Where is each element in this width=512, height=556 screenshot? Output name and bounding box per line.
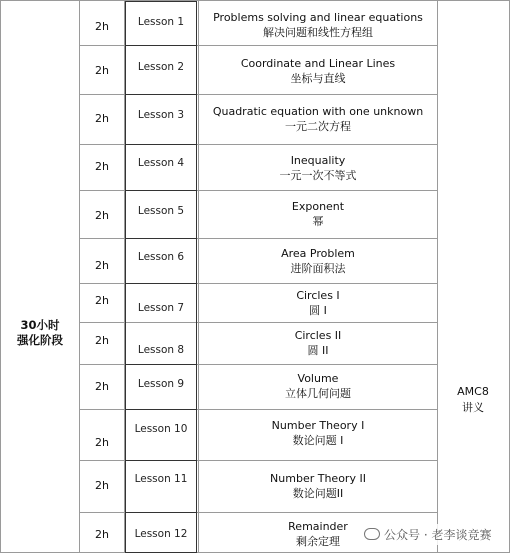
lesson-number: Lesson 6 bbox=[137, 251, 185, 263]
duration-cell: 2h bbox=[95, 259, 109, 272]
topic-cell bbox=[199, 56, 437, 87]
lesson-number: Lesson 3 bbox=[137, 109, 185, 121]
duration-cell: 2h bbox=[95, 20, 109, 33]
topic-chinese: 数论问题II bbox=[292, 487, 344, 500]
topic-cell bbox=[199, 328, 437, 359]
material-note bbox=[438, 384, 508, 416]
duration-cell: 2h bbox=[95, 209, 109, 222]
lesson-number: Lesson 12 bbox=[134, 528, 188, 540]
stage-name: 强化阶段 bbox=[17, 333, 63, 347]
duration-cell: 2h bbox=[95, 64, 109, 77]
topic-cell bbox=[199, 104, 437, 135]
topic-chinese: 幂 bbox=[312, 215, 324, 228]
topic-chinese: 坐标与直线 bbox=[290, 72, 346, 85]
duration-cell: 2h bbox=[95, 160, 109, 173]
topic-english: Area Problem bbox=[281, 247, 355, 260]
duration-cell: 2h bbox=[95, 380, 109, 393]
topic-cell bbox=[199, 418, 437, 449]
material-title: AMC8 bbox=[457, 385, 489, 398]
material-subtitle: 讲义 bbox=[462, 401, 484, 414]
topic-chinese: 进阶面积法 bbox=[290, 262, 346, 275]
topic-chinese: 剩余定理 bbox=[296, 535, 340, 548]
lesson-number: Lesson 8 bbox=[137, 344, 185, 356]
topic-chinese: 数论问题 I bbox=[292, 434, 344, 447]
duration-cell: 2h bbox=[95, 479, 109, 492]
duration-cell: 2h bbox=[95, 112, 109, 125]
topic-english: Problems solving and linear equations bbox=[213, 11, 423, 24]
lesson-number: Lesson 9 bbox=[137, 378, 185, 390]
lesson-number: Lesson 2 bbox=[137, 61, 185, 73]
topic-english: Volume bbox=[297, 372, 339, 385]
topic-chinese: 圆 I bbox=[309, 304, 327, 317]
topic-english: Circles I bbox=[296, 289, 340, 302]
topic-cell bbox=[199, 199, 437, 230]
topic-cell bbox=[199, 246, 437, 277]
topic-english: Quadratic equation with one unknown bbox=[212, 105, 424, 118]
topic-chinese: 解决问题和线性方程组 bbox=[263, 26, 373, 39]
duration-cell: 2h bbox=[95, 528, 109, 541]
lesson-cell-border bbox=[125, 460, 197, 513]
topic-english: Inequality bbox=[290, 154, 346, 167]
duration-cell: 2h bbox=[95, 334, 109, 347]
duration-cell: 2h bbox=[95, 436, 109, 449]
topic-chinese: 圆 II bbox=[307, 344, 329, 357]
topic-cell bbox=[199, 288, 437, 319]
topic-english: Exponent bbox=[291, 200, 345, 213]
topic-english: Number Theory II bbox=[270, 472, 366, 485]
wechat-icon bbox=[364, 528, 380, 540]
topic-english: Circles II bbox=[294, 329, 342, 342]
lesson-number: Lesson 4 bbox=[137, 157, 185, 169]
lesson-number: Lesson 5 bbox=[137, 205, 185, 217]
stage-hours: 30小时 bbox=[20, 318, 60, 332]
topic-cell bbox=[199, 10, 437, 41]
column-divider bbox=[437, 0, 438, 553]
topic-cell bbox=[199, 371, 437, 402]
duration-cell: 2h bbox=[95, 294, 109, 307]
topic-english: Remainder bbox=[288, 520, 348, 533]
topic-chinese: 一元二次方程 bbox=[285, 120, 351, 133]
watermark bbox=[360, 524, 495, 545]
lesson-number: Lesson 10 bbox=[134, 423, 188, 435]
lesson-cell-border bbox=[125, 409, 197, 461]
topic-english: Coordinate and Linear Lines bbox=[240, 57, 396, 70]
topic-chinese: 立体几何问题 bbox=[285, 387, 351, 400]
column-divider bbox=[79, 0, 80, 553]
stage-label bbox=[2, 318, 78, 348]
watermark-text: 公众号 · 老李谈竞赛 bbox=[384, 528, 492, 542]
topic-chinese: 一元一次不等式 bbox=[279, 169, 357, 182]
topic-cell bbox=[199, 471, 437, 502]
lesson-number: Lesson 11 bbox=[134, 473, 188, 485]
topic-cell bbox=[199, 153, 437, 184]
topic-english: Number Theory I bbox=[271, 419, 365, 432]
lesson-number: Lesson 1 bbox=[137, 16, 185, 28]
lesson-number: Lesson 7 bbox=[137, 302, 185, 314]
